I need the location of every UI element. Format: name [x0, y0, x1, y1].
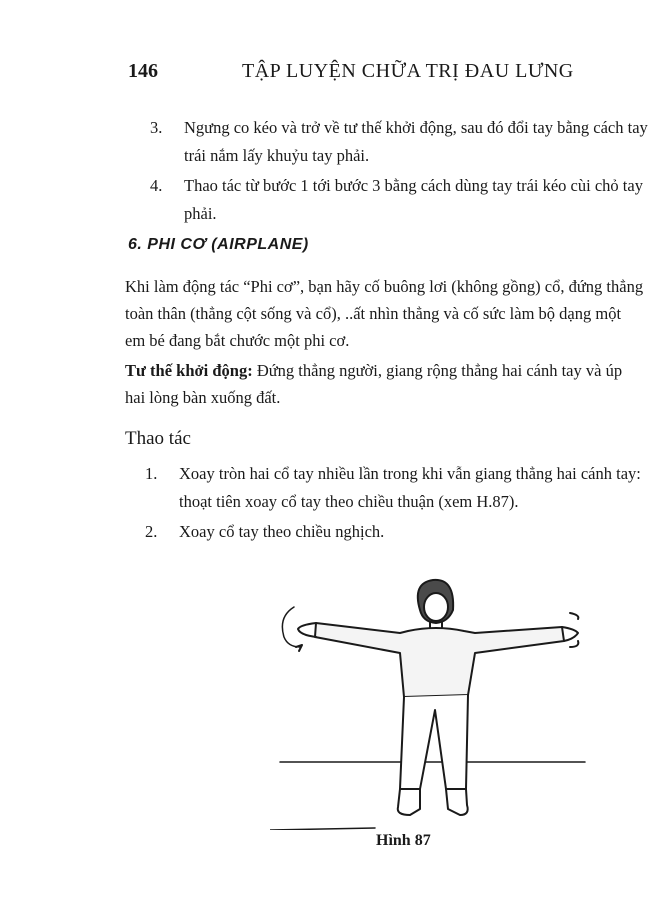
- person-airplane-pose-illustration: [270, 575, 590, 830]
- start-position-paragraph: [125, 357, 645, 411]
- step-text: Xoay tròn hai cổ tay nhiều lần trong khi vẫn giang thẳng hai cánh tay: thoạt tiên xoay cổ tay theo chiều thuận (xem H.87).: [179, 464, 641, 511]
- list-text: Thao tác từ bước 1 tới bước 3 bằng cách dùng tay trái kéo cùi chỏ tay phải.: [184, 176, 643, 223]
- step-number: 1.: [145, 464, 158, 483]
- list-number: 4.: [150, 176, 163, 195]
- start-position-text: Đứng thẳng người, giang rộng thẳng hai cánh tay và úp hai lòng bàn xuống đất.: [125, 361, 623, 407]
- start-position-label: Tư thế khởi động:: [125, 361, 253, 380]
- figure-caption: Hình 87: [376, 832, 431, 849]
- step-text: Xoay cổ tay theo chiều nghịch.: [179, 522, 385, 541]
- list-number: 3.: [150, 118, 163, 137]
- section-heading: 6. PHI CƠ (AIRPLANE): [128, 236, 309, 253]
- intro-paragraph: Khi làm động tác “Phi cơ”, bạn hãy cố buông lơi (không gồng) cổ, đứng thẳng toàn thân (thẳng cột sống và cổ), ..ất nhìn thẳng và cố sức làm bộ dạng một em bé đang bắt chước một phi cơ.: [125, 277, 644, 350]
- running-title: TẬP LUYỆN CHỮA TRỊ ĐAU LƯNG: [242, 60, 574, 82]
- steps-heading: Thao tác: [125, 428, 191, 449]
- page-number: 146: [128, 60, 158, 82]
- step-number: 2.: [145, 522, 158, 541]
- list-text: Ngưng co kéo và trở về tư thế khởi động, sau đó đổi tay bằng cách tay trái nắm lấy khuỷu tay phải.: [184, 118, 648, 165]
